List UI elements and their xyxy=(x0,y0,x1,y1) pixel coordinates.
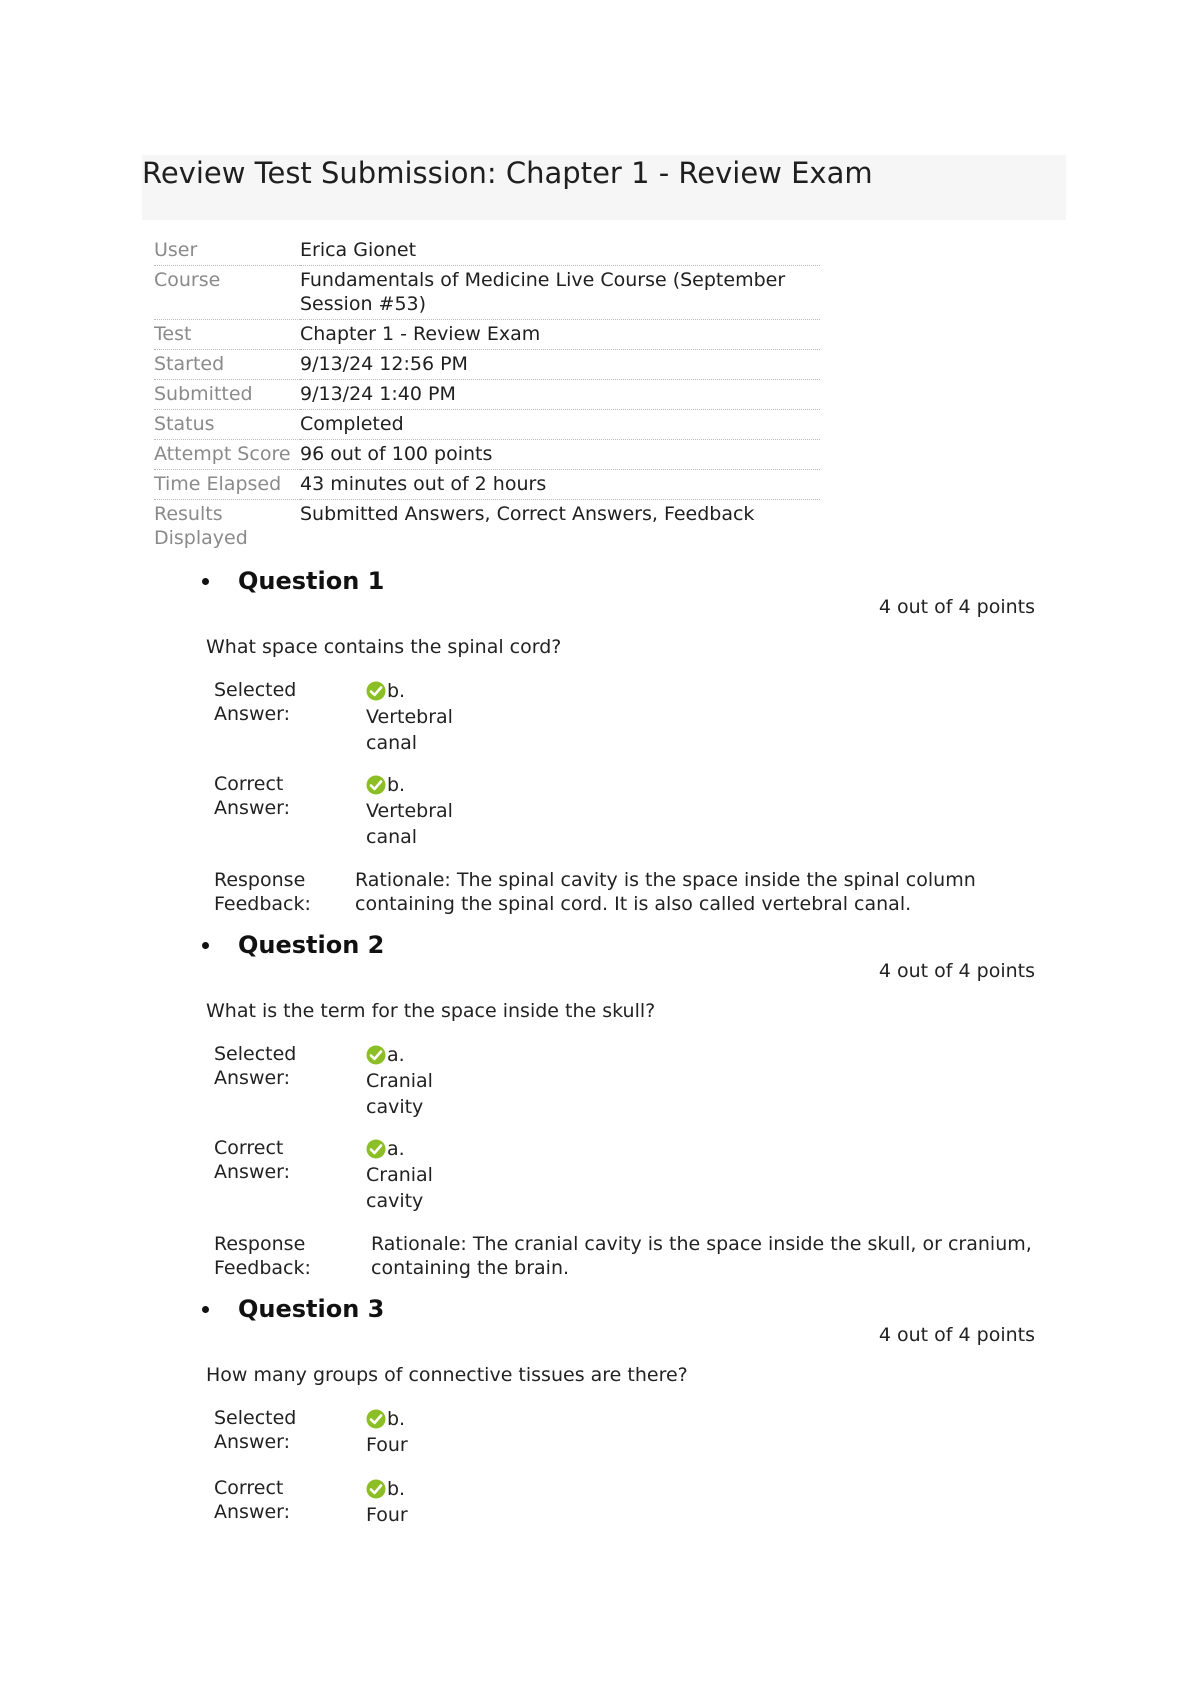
correct-answer-label: Correct Answer: xyxy=(214,1137,291,1183)
details-row-status xyxy=(154,410,820,440)
check-circle-icon xyxy=(366,681,386,701)
details-row-test xyxy=(154,320,820,350)
details-label: Attempt Score xyxy=(154,440,300,470)
details-label: Status xyxy=(154,410,300,440)
details-label: Submitted xyxy=(154,380,300,410)
question-points: 4 out of 4 points xyxy=(878,960,1035,982)
details-label: Test xyxy=(154,320,300,350)
details-value: 43 minutes out of 2 hours xyxy=(300,470,820,500)
details-row-submitted xyxy=(154,380,820,410)
details-value: 9/13/24 12:56 PM xyxy=(300,350,820,380)
selected-answer xyxy=(366,678,476,756)
question-header xyxy=(202,566,384,596)
details-row-course xyxy=(154,266,820,320)
details-value: Submitted Answers, Correct Answers, Feedback xyxy=(300,503,755,525)
selected-answer xyxy=(366,1042,476,1120)
details-row-results-displayed xyxy=(154,500,820,554)
check-circle-icon xyxy=(366,1139,386,1159)
details-label: User xyxy=(154,236,300,266)
details-row-user xyxy=(154,236,820,266)
details-label: Results Displayed xyxy=(154,503,248,549)
question-text: What is the term for the space inside the skull? xyxy=(206,1000,656,1022)
details-value: 96 out of 100 points xyxy=(300,440,820,470)
answer-text: Vertebral canal xyxy=(366,800,453,848)
answer-text: Cranial cavity xyxy=(366,1070,433,1118)
correct-answer-label: Correct Answer: xyxy=(214,1477,291,1523)
answer-letter: b. xyxy=(387,774,406,796)
question-points: 4 out of 4 points xyxy=(878,596,1035,618)
details-label: Course xyxy=(154,266,300,320)
response-feedback: Rationale: The cranial cavity is the space inside the skull, or cranium, containing the brain. xyxy=(371,1233,1032,1279)
answer-letter: b. xyxy=(387,680,406,702)
response-feedback: Rationale: The spinal cavity is the space inside the spinal column containing the spinal cord. It is also called vertebral canal. xyxy=(355,869,976,915)
check-circle-icon xyxy=(366,775,386,795)
bullet xyxy=(202,942,209,949)
details-row-started xyxy=(154,350,820,380)
details-value: Chapter 1 - Review Exam xyxy=(300,320,820,350)
selected-answer-label: Selected Answer: xyxy=(214,1407,297,1453)
title-bar xyxy=(142,155,1066,220)
details-row-time-elapsed xyxy=(154,470,820,500)
details-value: Completed xyxy=(300,410,820,440)
check-circle-icon xyxy=(366,1045,386,1065)
question-text: What space contains the spinal cord? xyxy=(206,636,562,658)
check-circle-icon xyxy=(366,1409,386,1429)
response-feedback-label: Response Feedback: xyxy=(214,869,311,915)
response-feedback-label: Response Feedback: xyxy=(214,1233,311,1279)
question-header xyxy=(202,930,384,960)
selected-answer-label: Selected Answer: xyxy=(214,1043,297,1089)
question-title: Question 2 xyxy=(238,931,385,959)
correct-answer xyxy=(366,772,476,850)
question-points: 4 out of 4 points xyxy=(878,1324,1035,1346)
answer-letter: a. xyxy=(387,1044,405,1066)
details-label: Time Elapsed xyxy=(154,470,300,500)
details-row-attempt-score xyxy=(154,440,820,470)
answer-letter: a. xyxy=(387,1138,405,1160)
answer-text: Four xyxy=(366,1434,408,1456)
correct-answer xyxy=(366,1476,476,1528)
bullet xyxy=(202,578,209,585)
correct-answer xyxy=(366,1136,476,1214)
answer-text: Cranial cavity xyxy=(366,1164,433,1212)
question-text: How many groups of connective tissues are there? xyxy=(206,1364,688,1386)
answer-text: Four xyxy=(366,1504,408,1526)
correct-answer-label: Correct Answer: xyxy=(214,773,291,819)
answer-letter: b. xyxy=(387,1408,406,1430)
selected-answer-label: Selected Answer: xyxy=(214,679,297,725)
submission-details-table xyxy=(154,236,820,553)
bullet xyxy=(202,1306,209,1313)
answer-letter: b. xyxy=(387,1478,406,1500)
page-title: Review Test Submission: Chapter 1 - Review Exam xyxy=(142,156,873,190)
answer-text: Vertebral canal xyxy=(366,706,453,754)
question-title: Question 1 xyxy=(238,567,385,595)
check-circle-icon xyxy=(366,1479,386,1499)
question-header xyxy=(202,1294,384,1324)
question-title: Question 3 xyxy=(238,1295,385,1323)
details-label: Started xyxy=(154,350,300,380)
details-value: Fundamentals of Medicine Live Course (September Session #53) xyxy=(300,266,820,320)
details-value: Erica Gionet xyxy=(300,236,820,266)
details-value: 9/13/24 1:40 PM xyxy=(300,380,820,410)
selected-answer xyxy=(366,1406,476,1458)
